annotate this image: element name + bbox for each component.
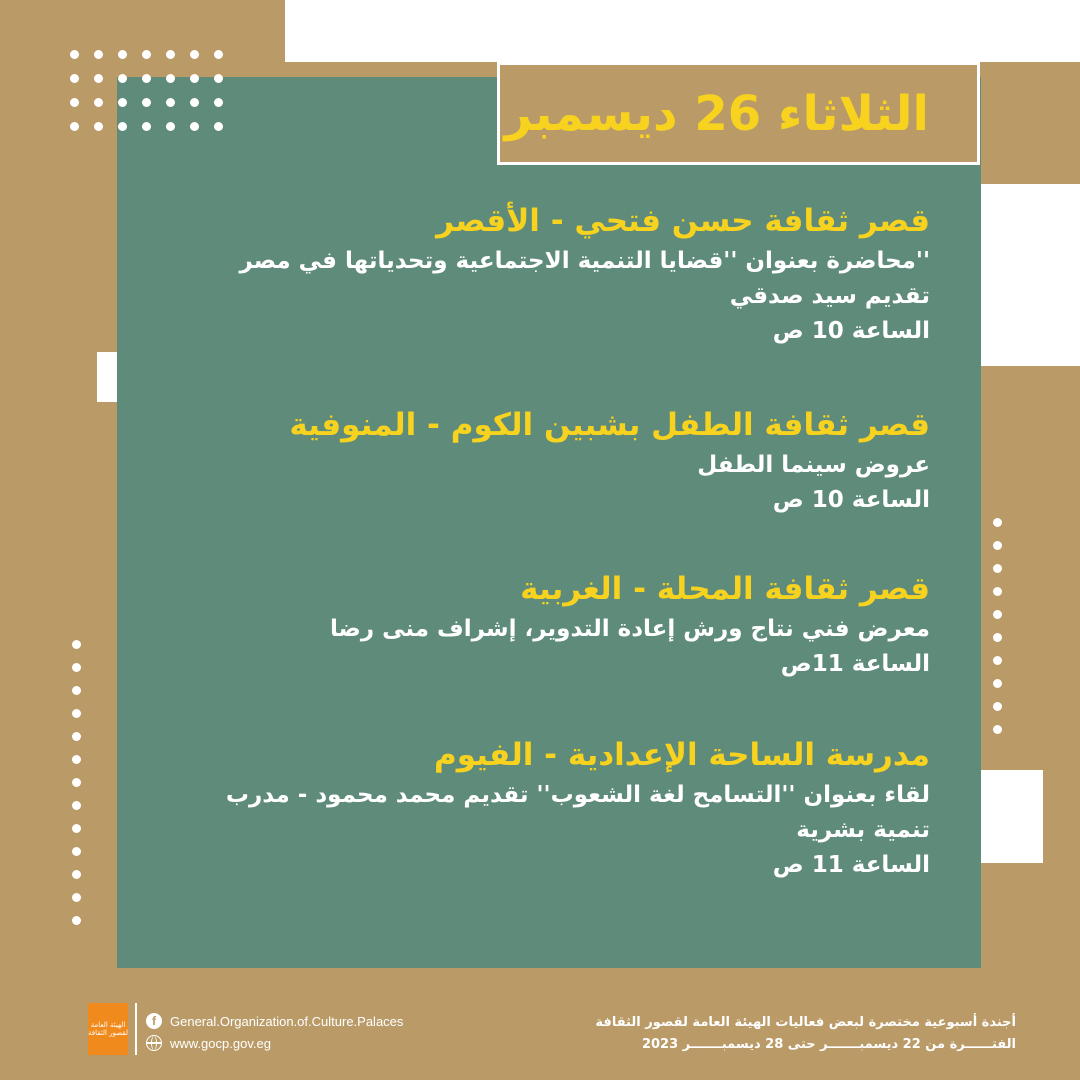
event-time: الساعة 11ص [780, 651, 930, 677]
website-link[interactable] [146, 1032, 403, 1054]
event-description: عروض سينما الطفل [697, 452, 930, 478]
white-block-top [285, 0, 1080, 62]
event-item [190, 566, 930, 682]
agenda-period: الفتــــــرة من 22 ديسمبـــــــر حتى 28 ديسمبـــــــر 2023 [641, 1037, 1016, 1052]
event-description: ''محاضرة بعنوان ''قضايا التنمية الاجتماعية وتحدياتها في مصر [239, 248, 930, 274]
event-description: معرض فني نتاج ورش إعادة التدوير، إشراف منى رضا [330, 616, 930, 642]
website-url: www.gocp.gov.eg [170, 1035, 271, 1051]
facebook-page-name: General.Organization.of.Culture.Palaces [170, 1013, 404, 1029]
dot-pattern-right [993, 518, 1002, 748]
date-banner [497, 62, 980, 165]
date-label: الثلاثاء 26 ديسمبر [504, 85, 929, 142]
event-venue: قصر ثقافة الطفل بشبين الكوم - المنوفية [289, 407, 930, 443]
globe-icon [146, 1035, 162, 1051]
event-venue: قصر ثقافة المحلة - الغربية [520, 571, 930, 607]
event-presenter: تقديم سيد صدقي [729, 283, 930, 309]
dot-pattern-left [72, 640, 81, 939]
event-item [190, 402, 930, 518]
footer-links [146, 1010, 403, 1054]
agenda-title: أجندة أسبوعية مختصرة لبعض فعاليات الهيئة العامة لقصور الثقافة [595, 1015, 1016, 1030]
logo-text: الهيئة العامة لقصور الثقافة [88, 1021, 128, 1037]
event-description: لقاء بعنوان ''التسامح لغة الشعوب'' تقديم محمد محمود - مدرب تنمية بشرية [225, 782, 930, 843]
gocp-logo [88, 1003, 128, 1055]
white-block-right [981, 184, 1080, 366]
event-time: الساعة 10 ص [772, 318, 930, 344]
event-item [190, 732, 930, 883]
dot-pattern-top-left [70, 50, 238, 146]
event-time: الساعة 10 ص [772, 487, 930, 513]
event-time: الساعة 11 ص [772, 852, 930, 878]
footer-divider [135, 1003, 137, 1055]
facebook-link[interactable] [146, 1010, 403, 1032]
event-venue: قصر ثقافة حسن فتحي - الأقصر [436, 203, 930, 239]
facebook-icon: f [146, 1013, 162, 1029]
event-venue: مدرسة الساحة الإعدادية - الفيوم [433, 737, 930, 773]
agenda-info [595, 1012, 1016, 1056]
event-item [190, 198, 930, 349]
